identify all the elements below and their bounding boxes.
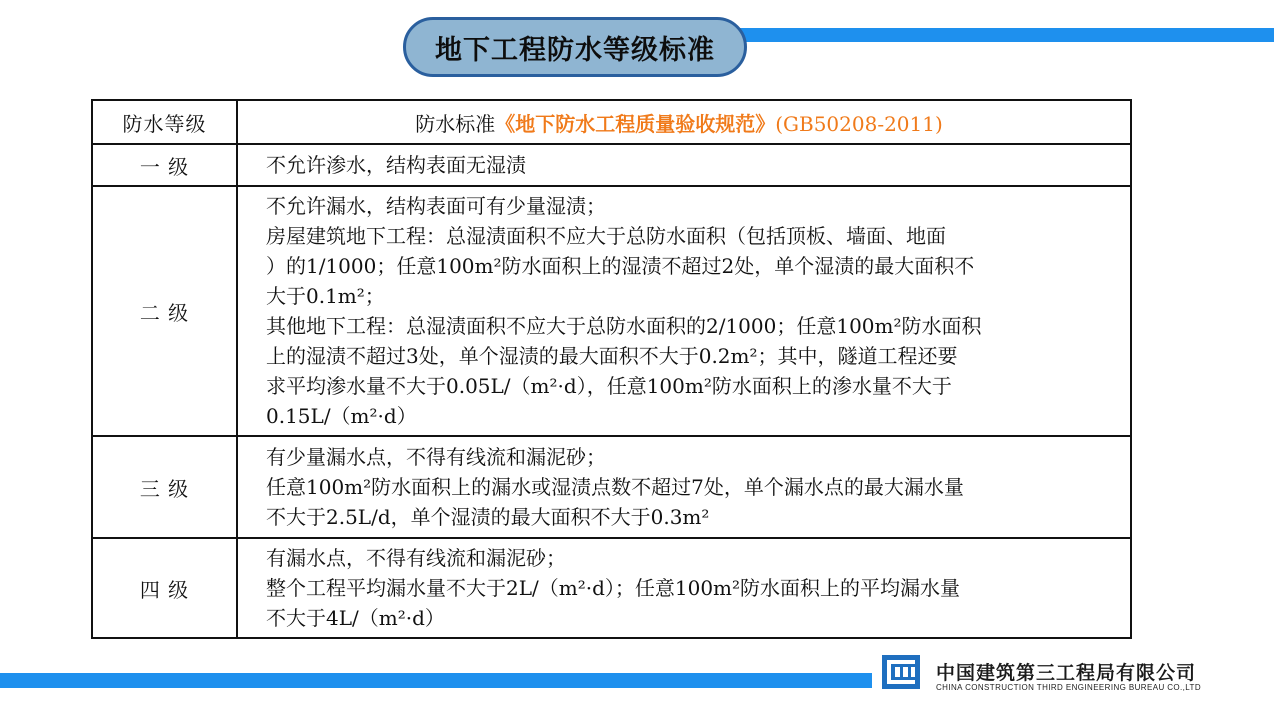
- company-name-cn: 中国建筑第三工程局有限公司: [936, 662, 1197, 684]
- desc-line: 不大于4L/（m²·d）: [266, 606, 445, 630]
- desc-line: 求平均渗水量不大于0.05L/（m²·d），任意100m²防水面积上的渗水量不大于: [266, 374, 952, 398]
- desc-line: 其他地下工程：总湿渍面积不应大于总防水面积的2/1000；任意100m²防水面积: [266, 314, 982, 338]
- desc-cell: [237, 186, 1131, 436]
- header-desc-code: (GB50208-2011): [775, 111, 943, 136]
- cscec-logo-icon: [882, 655, 920, 689]
- header-desc-book: 《地下防水工程质量验收规范》: [495, 111, 776, 136]
- desc-line: 有漏水点，不得有线流和漏泥砂；: [266, 546, 566, 570]
- desc-line: 大于0.1m²；: [266, 284, 385, 308]
- grade-cell: 四 级: [92, 538, 237, 638]
- company-name-en: CHINA CONSTRUCTION THIRD ENGINEERING BUREAU CO.,LTD: [936, 683, 1202, 692]
- table-row: [92, 144, 1131, 186]
- desc-line: 有少量漏水点，不得有线流和漏泥砂；: [266, 445, 606, 469]
- header-desc: [237, 100, 1131, 144]
- table-row: [92, 538, 1131, 638]
- desc-line: 不大于2.5L/d，单个湿渍的最大面积不大于0.3m²: [266, 505, 710, 529]
- grade-cell: 三 级: [92, 436, 237, 538]
- desc-line: 0.15L/（m²·d）: [266, 404, 417, 428]
- grade-cell: 一 级: [92, 144, 237, 186]
- desc-line: 不允许漏水，结构表面可有少量湿渍；: [266, 194, 606, 218]
- header-desc-prefix: 防水标准: [415, 111, 496, 136]
- grade-cell: 二 级: [92, 186, 237, 436]
- desc-line: 任意100m²防水面积上的漏水或湿渍点数不超过7处，单个漏水点的最大漏水量: [266, 475, 964, 499]
- table-row: [92, 436, 1131, 538]
- desc-cell: [237, 144, 1131, 186]
- page-title-text: 地下工程防水等级标准: [435, 34, 715, 66]
- desc-line: 房屋建筑地下工程：总湿渍面积不应大于总防水面积（包括顶板、墙面、地面: [266, 224, 946, 248]
- bottom-accent-bar: [0, 673, 872, 688]
- header-grade: 防水等级: [92, 100, 237, 144]
- desc-line: 不允许渗水，结构表面无湿渍: [266, 153, 526, 177]
- waterproof-standard-table: [91, 99, 1132, 639]
- desc-cell: [237, 436, 1131, 538]
- page-title: [403, 17, 747, 77]
- table-row: [92, 186, 1131, 436]
- desc-line: 上的湿渍不超过3处，单个湿渍的最大面积不大于0.2m²；其中，隧道工程还要: [266, 344, 958, 368]
- desc-line: ）的1/1000；任意100m²防水面积上的湿渍不超过2处，单个湿渍的最大面积不: [266, 254, 975, 278]
- table-header-row: [92, 100, 1131, 144]
- desc-line: 整个工程平均漏水量不大于2L/（m²·d）；任意100m²防水面积上的平均漏水量: [266, 576, 961, 600]
- top-accent-bar: [740, 28, 1274, 42]
- desc-cell: [237, 538, 1131, 638]
